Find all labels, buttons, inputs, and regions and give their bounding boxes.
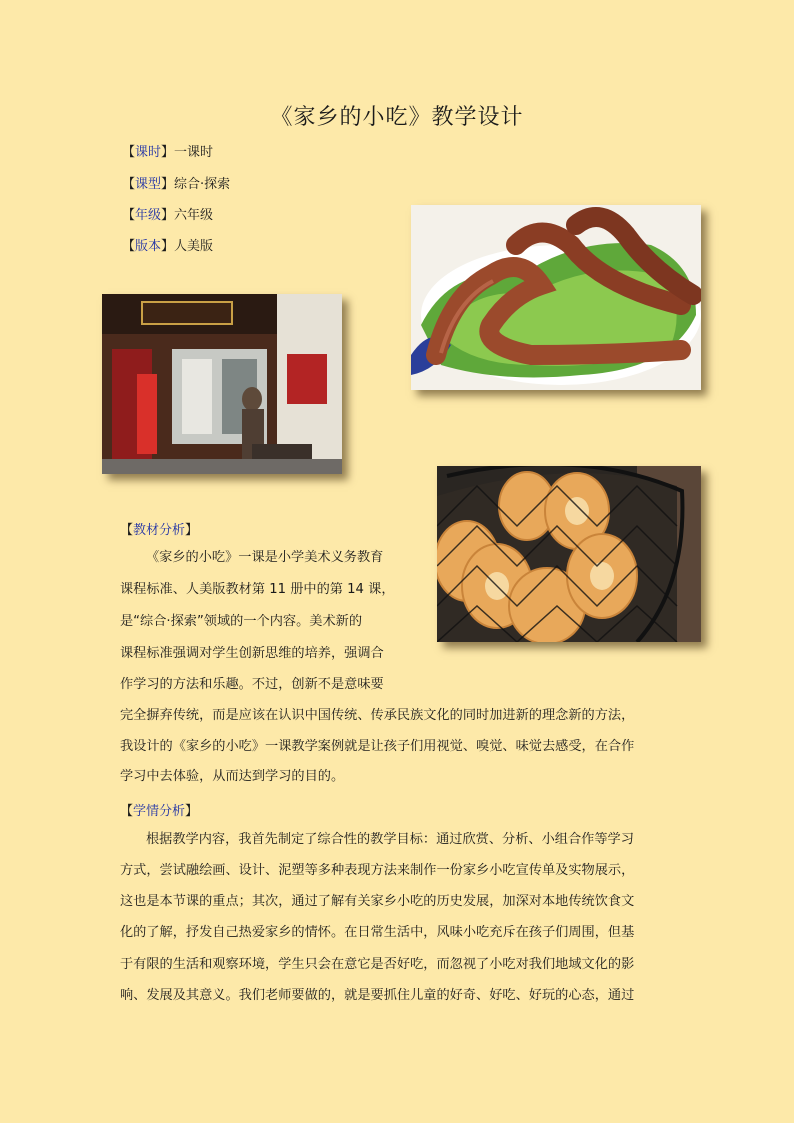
- meta-value: 综合·探索: [174, 177, 231, 192]
- meta-value: 一课时: [174, 145, 214, 160]
- storefront-photo: [102, 294, 342, 474]
- paragraph-line: 于有限的生活和观察环境，学生只会在意它是否好吃，而忽视了小吃对我们地域文化的影: [120, 957, 635, 972]
- meta-label: 版本: [135, 239, 162, 254]
- paragraph-line: 这也是本节课的重点；其次，通过了解有关家乡小吃的历史发展，加深对本地传统饮食文: [120, 894, 635, 909]
- paragraph-line: 我设计的《家乡的小吃》一课教学案例就是让孩子们用视觉、嗅觉、味觉去感受，在合作: [120, 739, 635, 754]
- meta-row-duration: 【课时】一课时: [122, 145, 214, 160]
- paragraph-line: 学习中去体验，从而达到学习的目的。: [120, 769, 345, 784]
- meta-row-grade: 【年级】六年级: [122, 208, 214, 223]
- section-heading-learner-analysis: 【学情分析】: [120, 804, 199, 819]
- meta-label: 课时: [135, 145, 162, 160]
- meta-value: 人美版: [174, 239, 214, 254]
- meta-row-edition: 【版本】人美版: [122, 239, 214, 254]
- paragraph-line: 课程标准、人美版教材第 11 册中的第 14 课，: [120, 582, 395, 597]
- paragraph-line: 《家乡的小吃》一课是小学美术义务教育: [146, 550, 384, 565]
- meta-value: 六年级: [174, 208, 214, 223]
- document-title: 《家乡的小吃》教学设计: [270, 105, 524, 130]
- sausage-photo: [411, 205, 701, 390]
- paragraph-line: 课程标准强调对学生创新思维的培养，强调合: [120, 646, 384, 661]
- section-heading-textbook-analysis: 【教材分析】: [120, 523, 199, 538]
- paragraph-line: 方式，尝试融绘画、设计、泥塑等多种表现方法来制作一份家乡小吃宣传单及实物展示，: [120, 863, 635, 878]
- paragraph-line: 作学习的方法和乐趣。不过，创新不是意味要: [120, 677, 384, 692]
- paragraph-line: 响、发展及其意义。我们老师要做的，就是要抓住儿童的好奇、好吃、好玩的心态，通过: [120, 988, 635, 1003]
- paragraph-line: 根据教学内容，我首先制定了综合性的教学目标：通过欣赏、分析、小组合作等学习: [146, 832, 634, 847]
- fried-snack-photo: [437, 466, 701, 642]
- paragraph-line: 化的了解，抒发自己热爱家乡的情怀。在日常生活中，风味小吃充斥在孩子们周围，但基: [120, 925, 635, 940]
- paragraph-line: 是“综合·探索”领域的一个内容。美术新的: [120, 614, 363, 629]
- meta-label: 年级: [135, 208, 162, 223]
- paragraph-line: 完全摒弃传统，而是应该在认识中国传统、传承民族文化的同时加进新的理念新的方法，: [120, 708, 635, 723]
- meta-label: 课型: [135, 177, 162, 192]
- meta-row-type: 【课型】综合·探索: [122, 177, 231, 192]
